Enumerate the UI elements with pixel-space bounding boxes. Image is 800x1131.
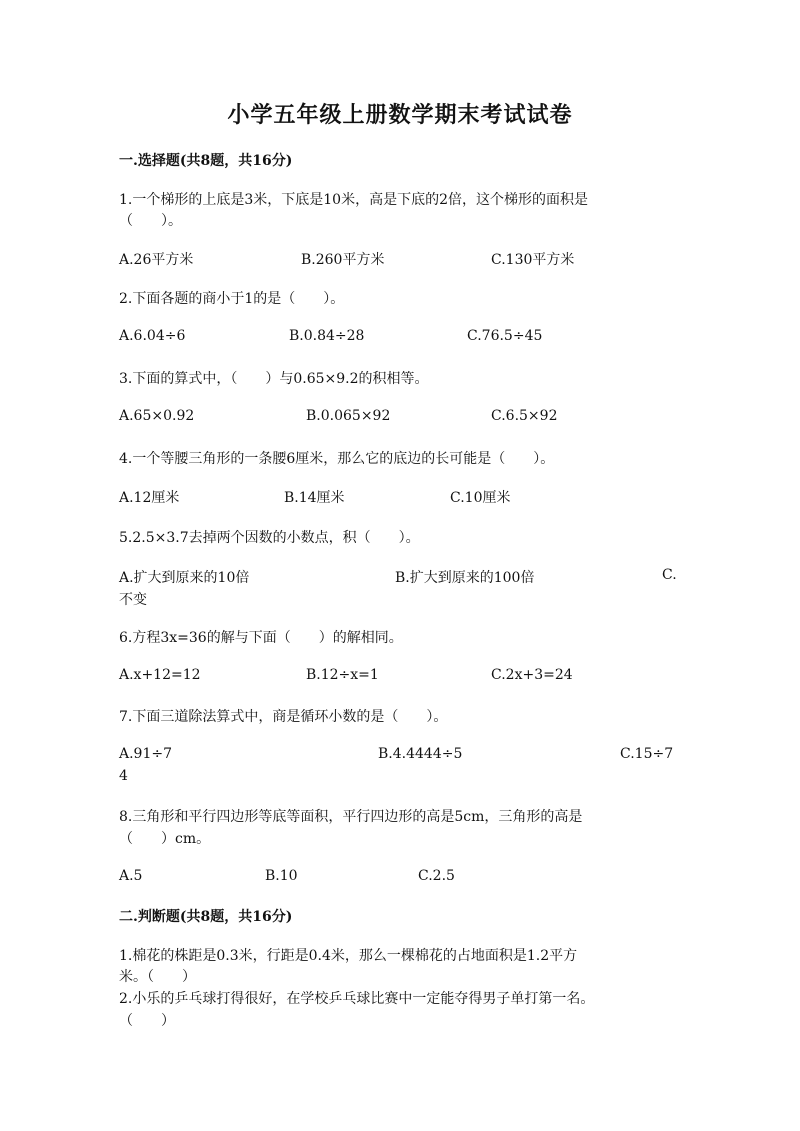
option-b: B.10	[265, 868, 298, 884]
option-b: B.260平方米	[301, 252, 385, 268]
question-stem: 7.下面三道除法算式中，商是循环小数的是（ ）。	[119, 709, 448, 725]
question-stem-continued: （ ）	[119, 1013, 175, 1029]
option-c: C.2x+3=24	[491, 667, 573, 683]
question-stem: 1.一个梯形的上底是3米，下底是10米，高是下底的2倍，这个梯形的面积是	[119, 192, 588, 208]
option-b: B.扩大到原来的100倍	[395, 570, 535, 586]
option-a: A.91÷7	[119, 746, 173, 762]
question-stem-continued: （ ）cm。	[119, 831, 211, 847]
option-c-continued: 4	[119, 768, 128, 784]
question-stem: 6.方程3x=36的解与下面（ ）的解相同。	[119, 630, 403, 646]
option-b: B.0.065×92	[306, 408, 391, 424]
question-stem: 3.下面的算式中，（ ）与0.65×9.2的积相等。	[119, 371, 429, 387]
section-heading-choice: 一.选择题(共8题，共16分)	[119, 153, 293, 169]
option-a: A.x+12=12	[119, 667, 201, 683]
exam-title: 小学五年级上册数学期末考试试卷	[227, 102, 573, 128]
option-a: A.6.04÷6	[119, 328, 186, 344]
section-heading-true-false: 二.判断题(共8题，共16分)	[119, 909, 293, 925]
question-stem-continued: （ ）。	[119, 213, 182, 229]
option-b: B.4.4444÷5	[378, 746, 463, 762]
option-c: C.2.5	[418, 868, 455, 884]
question-stem: 2.下面各题的商小于1的是（ ）。	[119, 291, 345, 307]
option-b: B.0.84÷28	[289, 328, 365, 344]
option-c: C.130平方米	[491, 252, 575, 268]
option-a: A.26平方米	[119, 252, 194, 268]
option-b: B.14厘米	[284, 490, 345, 506]
question-stem: 8.三角形和平行四边形等底等面积，平行四边形的高是5cm，三角形的高是	[119, 809, 583, 825]
question-stem: 5.2.5×3.7去掉两个因数的小数点，积（ ）。	[119, 530, 420, 546]
option-c: C.6.5×92	[491, 408, 558, 424]
question-stem: 1.棉花的株距是0.3米，行距是0.4米，那么一棵棉花的占地面积是1.2平方	[119, 948, 578, 964]
question-stem: 4.一个等腰三角形的一条腰6厘米，那么它的底边的长可能是（ ）。	[119, 451, 555, 467]
option-c-continued: 不变	[119, 592, 147, 608]
option-c: C.76.5÷45	[467, 328, 543, 344]
option-a: A.扩大到原来的10倍	[119, 570, 250, 586]
option-a: A.5	[119, 868, 143, 884]
question-stem-continued: 米。（ ）	[119, 969, 196, 985]
question-stem: 2.小乐的乒乓球打得很好，在学校乒乓球比赛中一定能夺得男子单打第一名。	[119, 991, 595, 1007]
option-c: C.15÷7	[620, 746, 674, 762]
option-a: A.12厘米	[119, 490, 180, 506]
option-a: A.65×0.92	[119, 408, 195, 424]
option-b: B.12÷x=1	[306, 667, 379, 683]
option-c: C.	[662, 567, 677, 583]
option-c: C.10厘米	[450, 490, 511, 506]
